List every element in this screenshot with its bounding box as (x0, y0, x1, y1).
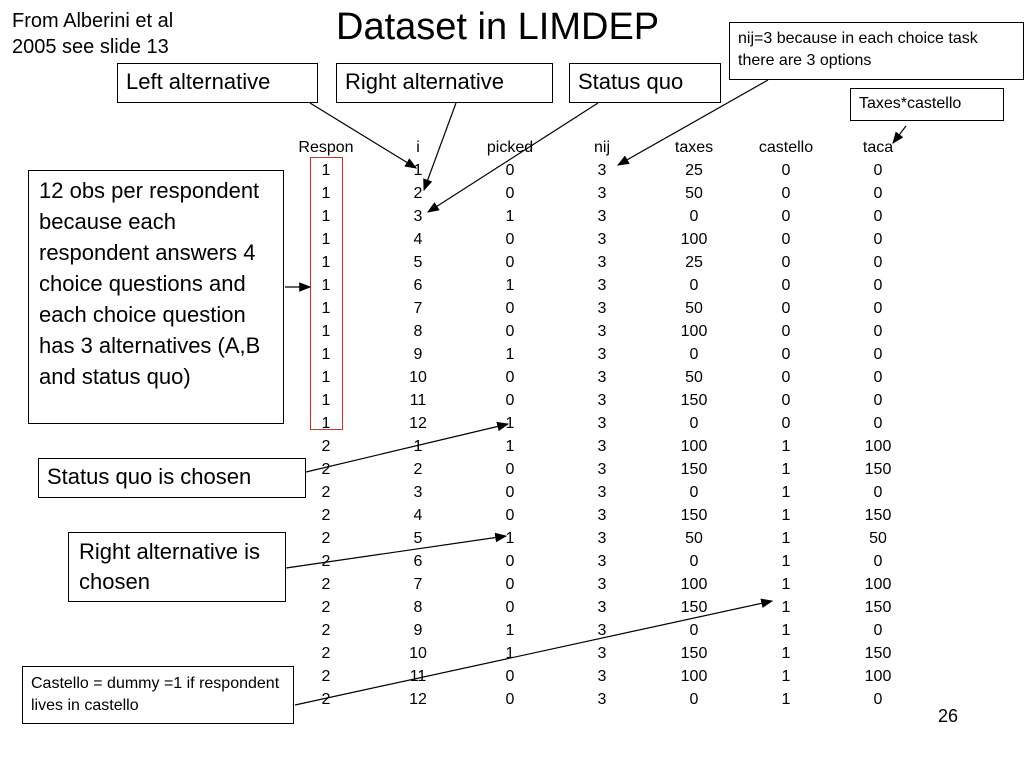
table-cell: 0 (873, 208, 883, 225)
table-cell: 1 (413, 438, 423, 455)
table-cell: 100 (864, 438, 892, 455)
table-cell: 1 (321, 346, 331, 363)
table-cell: 9 (413, 346, 423, 363)
table-cell: 1 (505, 277, 515, 294)
table-cell: 25 (685, 162, 703, 179)
table-cell: 2 (321, 576, 331, 593)
table-cell: 3 (597, 461, 607, 478)
table-cell: 3 (597, 346, 607, 363)
table-cell: 0 (873, 300, 883, 317)
table-cell: 4 (413, 231, 423, 248)
table-cell: 50 (685, 300, 703, 317)
table-cell: 0 (781, 323, 791, 340)
table-cell: 0 (873, 415, 883, 432)
table-cell: 7 (413, 300, 423, 317)
table-cell: 1 (321, 323, 331, 340)
slide-title: Dataset in LIMDEP (336, 6, 660, 48)
table-cell: 0 (781, 346, 791, 363)
table-cell: 0 (505, 323, 515, 340)
table-cell: 0 (689, 622, 699, 639)
table-cell: 1 (505, 530, 515, 547)
column-header: castello (758, 139, 814, 156)
arrow-right-alternative (424, 103, 456, 190)
table-cell: 0 (505, 507, 515, 524)
table-cell: 12 (409, 415, 427, 432)
left-alternative-label: Left alternative (117, 63, 318, 103)
table-cell: 0 (781, 369, 791, 386)
status-quo-label: Status quo (569, 63, 721, 103)
table-cell: 0 (781, 277, 791, 294)
table-cell: 2 (321, 645, 331, 662)
table-cell: 50 (685, 530, 703, 547)
table-cell: 3 (597, 323, 607, 340)
table-cell: 3 (413, 208, 423, 225)
table-cell: 0 (505, 231, 515, 248)
table-cell: 0 (689, 415, 699, 432)
table-cell: 100 (680, 231, 708, 248)
table-cell: 1 (321, 185, 331, 202)
table-cell: 0 (873, 484, 883, 501)
table-cell: 0 (505, 369, 515, 386)
column-header: taxes (674, 139, 714, 156)
table-cell: 3 (597, 231, 607, 248)
table-cell: 11 (409, 668, 427, 685)
source-note-line-2: 2005 see slide 13 (12, 36, 169, 58)
table-cell: 3 (597, 300, 607, 317)
table-cell: 0 (505, 185, 515, 202)
table-cell: 2 (321, 461, 331, 478)
arrow-status-quo-chosen (306, 424, 508, 472)
table-cell: 3 (597, 415, 607, 432)
table-cell: 3 (597, 277, 607, 294)
table-cell: 1 (321, 162, 331, 179)
table-cell: 6 (413, 277, 423, 294)
table-cell: 1 (321, 254, 331, 271)
table-cell: 3 (597, 645, 607, 662)
table-cell: 1 (505, 208, 515, 225)
table-cell: 2 (321, 484, 331, 501)
table-cell: 0 (505, 691, 515, 708)
obs-per-respondent-note: 12 obs per respondent because each respondent answers 4 choice questions and each choice question has 3 alternatives (A,B and status quo) (28, 170, 284, 424)
table-cell: 5 (413, 254, 423, 271)
arrow-status-quo (428, 103, 598, 212)
table-cell: 1 (781, 645, 791, 662)
right-alternative-chosen-note: Right alternative is chosen (68, 532, 286, 602)
table-cell: 0 (689, 691, 699, 708)
table-cell: 0 (505, 461, 515, 478)
table-cell: 10 (409, 645, 427, 662)
table-cell: 0 (689, 208, 699, 225)
table-cell: 1 (781, 530, 791, 547)
table-cell: 1 (321, 208, 331, 225)
table-cell: 3 (597, 530, 607, 547)
table-cell: 1 (781, 438, 791, 455)
column-header: nij (593, 139, 610, 156)
table-cell: 2 (321, 530, 331, 547)
table-cell: 0 (505, 599, 515, 616)
source-note-line-1: From Alberini et al (12, 10, 174, 32)
table-cell: 3 (413, 484, 423, 501)
table-cell: 12 (409, 691, 427, 708)
table-cell: 3 (597, 162, 607, 179)
table-cell: 100 (680, 576, 708, 593)
table-cell: 1 (781, 622, 791, 639)
table-cell: 1 (781, 507, 791, 524)
table-cell: 2 (321, 553, 331, 570)
table-cell: 0 (505, 392, 515, 409)
table-cell: 1 (505, 622, 515, 639)
table-cell: 1 (321, 392, 331, 409)
table-cell: 150 (680, 645, 708, 662)
table-cell: 1 (781, 668, 791, 685)
table-cell: 1 (321, 300, 331, 317)
table-cell: 3 (597, 622, 607, 639)
table-cell: 2 (321, 622, 331, 639)
status-quo-chosen-note: Status quo is chosen (38, 458, 306, 498)
table-cell: 0 (873, 691, 883, 708)
table-cell: 100 (864, 576, 892, 593)
table-cell: 3 (597, 369, 607, 386)
table-cell: 3 (597, 392, 607, 409)
table-cell: 1 (505, 645, 515, 662)
table-cell: 2 (321, 599, 331, 616)
table-cell: 150 (864, 645, 892, 662)
arrow-right-alternative-chosen (286, 536, 506, 568)
nij-note: nij=3 because in each choice task there are 3 options (729, 22, 1024, 80)
table-cell: 4 (413, 507, 423, 524)
column-header: i (416, 139, 420, 156)
table-cell: 3 (597, 691, 607, 708)
table-cell: 150 (864, 507, 892, 524)
table-cell: 3 (597, 254, 607, 271)
table-cell: 3 (597, 185, 607, 202)
table-cell: 0 (781, 415, 791, 432)
table-cell: 3 (597, 668, 607, 685)
table-cell: 2 (321, 691, 331, 708)
table-cell: 100 (680, 323, 708, 340)
table-cell: 0 (873, 254, 883, 271)
table-cell: 3 (597, 208, 607, 225)
castello-dummy-note: Castello = dummy =1 if respondent lives in castello (22, 666, 294, 724)
table-cell: 1 (321, 415, 331, 432)
table-cell: 1 (413, 162, 423, 179)
table-cell: 3 (597, 576, 607, 593)
table-cell: 1 (321, 369, 331, 386)
table-cell: 3 (597, 553, 607, 570)
table-cell: 0 (689, 553, 699, 570)
table-cell: 6 (413, 553, 423, 570)
table-cell: 0 (873, 323, 883, 340)
table-cell: 25 (685, 254, 703, 271)
table-cell: 0 (689, 484, 699, 501)
table-cell: 0 (505, 254, 515, 271)
table-cell: 3 (597, 599, 607, 616)
arrow-nij (618, 80, 768, 165)
table-cell: 3 (597, 507, 607, 524)
table-cell: 0 (873, 277, 883, 294)
table-cell: 7 (413, 576, 423, 593)
column-header: picked (486, 139, 534, 156)
arrow-taxes-castello (893, 126, 906, 143)
table-cell: 0 (505, 576, 515, 593)
table-cell: 0 (781, 185, 791, 202)
right-alternative-label: Right alternative (336, 63, 553, 103)
table-cell: 1 (505, 346, 515, 363)
arrow-left-alternative (310, 103, 416, 168)
table-cell: 150 (680, 507, 708, 524)
table-cell: 0 (505, 484, 515, 501)
table-cell: 8 (413, 323, 423, 340)
column-header: taca (862, 139, 894, 156)
table-cell: 2 (321, 438, 331, 455)
table-cell: 0 (781, 231, 791, 248)
table-cell: 0 (689, 277, 699, 294)
table-cell: 2 (413, 185, 423, 202)
table-cell: 50 (685, 185, 703, 202)
table-cell: 100 (864, 668, 892, 685)
table-cell: 0 (873, 346, 883, 363)
page-number: 26 (938, 706, 959, 726)
table-cell: 150 (864, 461, 892, 478)
table-cell: 11 (409, 392, 427, 409)
table-cell: 100 (680, 438, 708, 455)
table-cell: 2 (321, 668, 331, 685)
table-cell: 1 (781, 461, 791, 478)
table-cell: 9 (413, 622, 423, 639)
table-cell: 0 (873, 231, 883, 248)
table-cell: 2 (321, 507, 331, 524)
table-cell: 50 (869, 530, 887, 547)
table-cell: 150 (680, 599, 708, 616)
table-cell: 1 (781, 484, 791, 501)
table-cell: 0 (873, 185, 883, 202)
table-cell: 150 (680, 392, 708, 409)
table-cell: 0 (505, 162, 515, 179)
table-cell: 0 (689, 346, 699, 363)
table-cell: 1 (505, 415, 515, 432)
table-cell: 0 (873, 369, 883, 386)
table-cell: 3 (597, 484, 607, 501)
table-cell: 0 (505, 668, 515, 685)
table-cell: 8 (413, 599, 423, 616)
column-header: Respon (298, 139, 354, 156)
table-cell: 1 (505, 438, 515, 455)
table-cell: 150 (680, 461, 708, 478)
table-cell: 1 (321, 277, 331, 294)
table-cell: 10 (409, 369, 427, 386)
table-cell: 5 (413, 530, 423, 547)
table-cell: 0 (873, 553, 883, 570)
table-cell: 0 (781, 392, 791, 409)
table-cell: 0 (781, 208, 791, 225)
table-cell: 0 (505, 553, 515, 570)
table-cell: 2 (413, 461, 423, 478)
table-cell: 1 (781, 553, 791, 570)
table-cell: 0 (505, 300, 515, 317)
table-cell: 0 (873, 622, 883, 639)
taxes-castello-note: Taxes*castello (850, 88, 1004, 121)
table-cell: 1 (781, 691, 791, 708)
arrow-castello (295, 601, 772, 705)
table-cell: 0 (873, 392, 883, 409)
table-cell: 1 (321, 231, 331, 248)
table-cell: 0 (781, 162, 791, 179)
table-cell: 1 (781, 576, 791, 593)
table-cell: 0 (873, 162, 883, 179)
table-cell: 0 (781, 300, 791, 317)
table-cell: 50 (685, 369, 703, 386)
table-cell: 100 (680, 668, 708, 685)
table-cell: 0 (781, 254, 791, 271)
table-cell: 1 (781, 599, 791, 616)
table-cell: 150 (864, 599, 892, 616)
table-cell: 3 (597, 438, 607, 455)
